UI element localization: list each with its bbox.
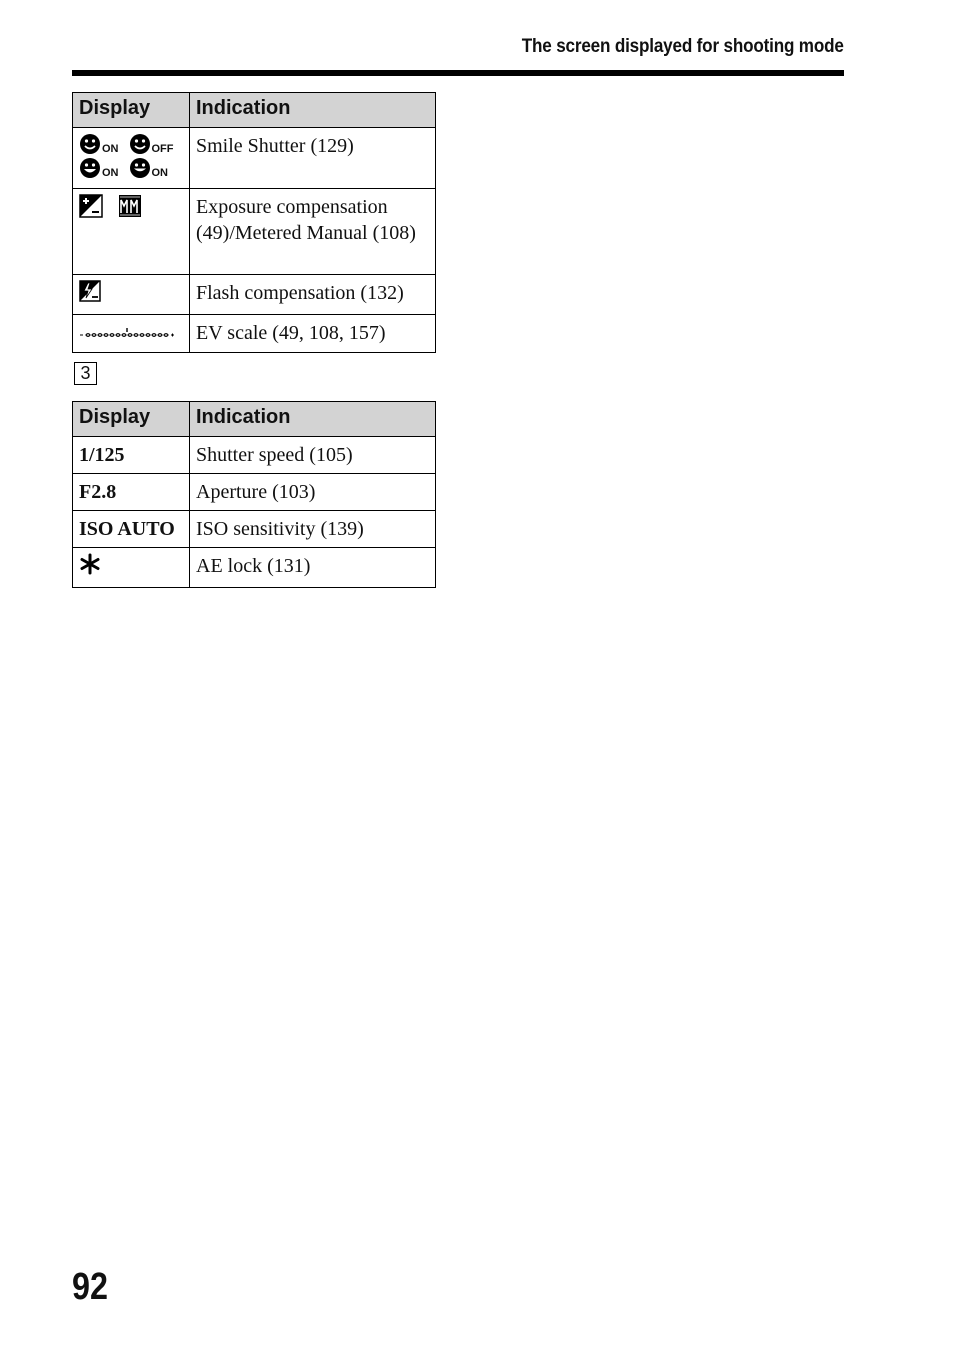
display-cell <box>73 275 190 315</box>
column-header-display: Display <box>73 93 190 128</box>
table-row <box>73 511 436 548</box>
indication-cell: Flash compensation (132) <box>190 275 436 315</box>
table-row <box>73 474 436 511</box>
section-number-box: 3 <box>74 362 97 385</box>
table-row <box>73 437 436 474</box>
ev-scale-icon <box>79 321 175 347</box>
column-header-indication: Indication <box>190 402 436 437</box>
smile-on-icon <box>79 133 119 155</box>
indication-cell: Shutter speed (105) <box>190 437 436 474</box>
metered-manual-icon <box>118 194 142 225</box>
indicator-table-1 <box>72 92 436 353</box>
table-row <box>73 189 436 275</box>
header-rule <box>72 70 844 76</box>
indication-cell: ISO sensitivity (139) <box>190 511 436 548</box>
indicator-table-2 <box>72 401 436 588</box>
display-cell <box>73 189 190 275</box>
ae-lock-icon <box>79 553 101 582</box>
column-header-display: Display <box>73 402 190 437</box>
page-header <box>72 36 844 76</box>
table-row <box>73 128 436 189</box>
smile-label: ON <box>102 167 119 179</box>
header-title: The screen displayed for shooting mode <box>522 36 844 57</box>
table-row <box>73 275 436 315</box>
smile-icons <box>79 133 179 179</box>
table-row <box>73 315 436 353</box>
flash-compensation-icon <box>79 280 101 309</box>
indication-cell: Smile Shutter (129) <box>190 128 436 189</box>
display-cell: ISO AUTO <box>73 511 190 548</box>
indication-cell: EV scale (49, 108, 157) <box>190 315 436 353</box>
smile-slight-on-icon <box>129 157 169 179</box>
display-cell: F2.8 <box>73 474 190 511</box>
indication-cell: AE lock (131) <box>190 548 436 588</box>
display-cell <box>73 128 190 189</box>
page-number: 92 <box>72 1266 108 1308</box>
display-cell <box>73 315 190 353</box>
column-header-indication: Indication <box>190 93 436 128</box>
table-header-row <box>73 93 436 128</box>
smile-label: ON <box>102 143 119 155</box>
table-header-row <box>73 402 436 437</box>
indication-cell: Exposure compensation (49)/Metered Manual (108) <box>190 189 436 275</box>
display-cell: 1/125 <box>73 437 190 474</box>
smile-label: OFF <box>151 143 174 155</box>
indication-cell: Aperture (103) <box>190 474 436 511</box>
table-row <box>73 548 436 588</box>
smile-label: ON <box>151 167 168 179</box>
smile-off-icon <box>129 133 174 155</box>
smile-normal-on-icon <box>79 157 119 179</box>
exposure-compensation-icon <box>79 194 103 225</box>
display-cell <box>73 548 190 588</box>
